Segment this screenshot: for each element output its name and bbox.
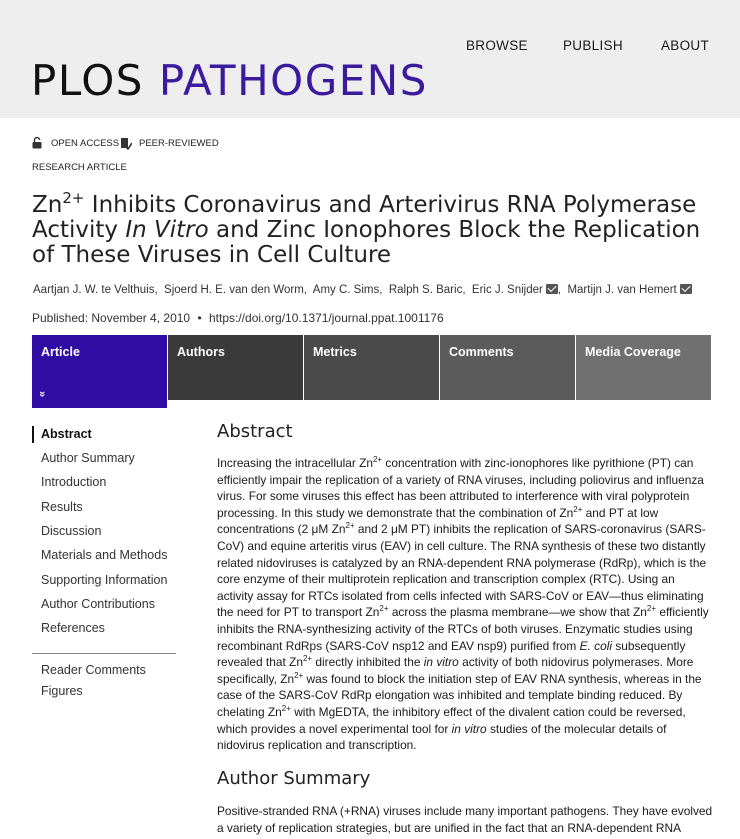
abstract-italic: in vitro <box>423 655 459 670</box>
title-zn: Zn <box>32 192 63 218</box>
toc-item-abstract[interactable]: Abstract <box>41 427 92 441</box>
tab-metrics-label: Metrics <box>313 345 357 359</box>
abstract-text: subsequently revealed that Zn <box>217 638 686 670</box>
peer-reviewed-badge <box>120 137 219 150</box>
chevron-down-icon: » <box>36 390 49 398</box>
publication-info <box>32 311 444 325</box>
toc-item-results[interactable]: Results <box>41 500 83 514</box>
author-link[interactable]: Ralph S. Baric, <box>388 284 466 296</box>
abstract-text: studies of the molecular details of nidovirus replication and transcription. <box>217 721 667 753</box>
open-access-label: OPEN ACCESS <box>51 137 120 149</box>
toc-active-indicator <box>32 426 34 443</box>
zn-superscript: 2+ <box>302 654 313 664</box>
author-summary-text: Positive-stranded RNA (+RNA) viruses include many important pathogens. They have evolved a variety of replication strategies, but are unified in the fact that an RNA-dependent RNA <box>217 804 713 835</box>
tab-article-label: Article <box>41 345 80 359</box>
email-icon[interactable] <box>546 284 558 294</box>
tab-article[interactable] <box>32 335 167 408</box>
toc-item-author-summary[interactable]: Author Summary <box>41 451 135 465</box>
tab-comments[interactable] <box>440 335 575 400</box>
abstract-text: with MgEDTA, the inhibitory effect of the divalent cation could be reversed, which provides a novel experimental tool for <box>217 704 686 736</box>
author-link[interactable]: Aartjan J. W. te Velthuis, <box>33 284 158 296</box>
zn-superscript: 2+ <box>345 521 355 531</box>
tab-authors-label: Authors <box>177 345 225 359</box>
published-bullet: • <box>197 311 202 325</box>
abstract-text: across the plasma membrane—we show that Zn <box>388 605 647 620</box>
author-separator: , <box>557 284 562 296</box>
tab-authors[interactable] <box>168 335 303 400</box>
nav-browse[interactable]: BROWSE <box>466 38 528 53</box>
toc-item-references[interactable]: References <box>41 621 105 635</box>
logo-plos: PLOS <box>31 56 144 105</box>
author-link[interactable]: Martijn J. van Hemert <box>567 284 677 296</box>
peer-review-icon <box>120 137 132 150</box>
abstract-body <box>217 455 713 754</box>
author-link[interactable]: Amy C. Sims, <box>312 284 383 296</box>
tab-media-coverage[interactable] <box>576 335 711 400</box>
zn-superscript: 2+ <box>379 604 389 614</box>
article-type: RESEARCH ARTICLE <box>32 162 127 173</box>
article-title <box>32 189 722 268</box>
abstract-text: and 2 μM PT) inhibits the replication of SARS-coronavirus (SARS-CoV) and equine arteritis virus (EAV) in cell culture. The RNA synthesis of these two distantly related nidoviruses is catalyzed by an RNA-dependent RNA polymerase (RdRp), which is the core enzyme of their multiprotein replication and transcription complex (RTC). Using an activity assay for RTCs isolated from cells infected with SARS-CoV or EAV—thus eliminating the need for PT to transport Zn <box>217 522 707 620</box>
abstract-text: was found to block the initiation step of EAV RNA synthesis, whereas in the case of the SARS-CoV RdRp elongation was inhibited and template binding reduced. By chelating Zn <box>217 671 702 719</box>
nav-publish[interactable]: PUBLISH <box>563 38 623 53</box>
abstract-italic: E. coli <box>579 638 613 653</box>
peer-reviewed-label: PEER-REVIEWED <box>139 138 219 149</box>
author-list <box>33 284 723 296</box>
title-part2: and Zinc Ionophores Block the Replication of These Viruses in Cell Culture <box>32 217 701 268</box>
author-link[interactable]: Sjoerd H. E. van den Worm, <box>164 284 308 296</box>
logo-pathogens: PATHOGENS <box>158 56 428 105</box>
author-summary-body <box>217 803 713 836</box>
article-tabs <box>32 335 711 408</box>
zn-superscript: 2+ <box>281 703 291 713</box>
toc-item-figures[interactable]: Figures <box>41 684 83 698</box>
title-italic: In Vitro <box>125 217 209 243</box>
toc-item-author-contributions[interactable]: Author Contributions <box>41 597 155 611</box>
zn-superscript: 2+ <box>573 504 583 514</box>
abstract-heading: Abstract <box>217 421 293 442</box>
abstract-italic: in vitro <box>451 721 487 736</box>
toc-item-introduction[interactable]: Introduction <box>41 475 107 489</box>
toc-item-reader-comments[interactable]: Reader Comments <box>41 663 146 677</box>
zn-superscript: 2+ <box>294 670 304 680</box>
abstract-text: and PT at low concentrations (2 μM Zn <box>217 505 659 537</box>
author-summary-heading: Author Summary <box>217 768 371 789</box>
abstract-text: directly inhibited the <box>312 655 424 670</box>
toc-divider <box>32 653 176 654</box>
zn-superscript: 2+ <box>646 604 657 614</box>
abstract-text: efficiently inhibits the RNA-synthesizing activity of the RTCs of both viruses. Enzymatic studies using recombinant RdRps (SARS-CoV nsp12 and EAV nsp9) purified from <box>217 605 709 653</box>
plos-pathogens-logo[interactable] <box>31 58 428 104</box>
open-access-badge <box>32 137 119 149</box>
toc-item-discussion[interactable]: Discussion <box>41 524 102 538</box>
abstract-text: activity of both nidovirus polymerases. More specifically, Zn <box>217 655 694 686</box>
nav-about[interactable]: ABOUT <box>661 38 710 53</box>
zn-superscript: 2+ <box>372 455 383 464</box>
title-zn-superscript: 2+ <box>62 189 85 207</box>
open-lock-icon <box>32 137 42 149</box>
abstract-text: Increasing the intracellular Zn <box>217 456 373 470</box>
toc-item-supporting-information[interactable]: Supporting Information <box>41 573 168 587</box>
toc-item-materials-and-methods[interactable]: Materials and Methods <box>41 548 168 562</box>
tab-metrics[interactable] <box>304 335 439 400</box>
abstract-text: concentration with zinc-ionophores like pyrithione (PT) can efficiently impair the replication of a variety of RNA viruses, including poliovirus and influenza virus. For some viruses this effect has been attributed to interference with viral polyprotein processing. In this study we demonstrate that the combination of Zn <box>217 456 704 520</box>
tab-media-coverage-label: Media Coverage <box>585 345 681 359</box>
author-link[interactable]: Eric J. Snijder <box>471 284 543 296</box>
doi-link[interactable]: https://doi.org/10.1371/journal.ppat.1001176 <box>209 311 444 325</box>
published-date: Published: November 4, 2010 <box>32 311 191 325</box>
email-icon[interactable] <box>680 284 692 294</box>
site-header <box>0 0 740 118</box>
title-part1: Inhibits Coronavirus and Arterivirus RNA Polymerase Activity <box>32 192 697 243</box>
tab-comments-label: Comments <box>449 345 514 359</box>
